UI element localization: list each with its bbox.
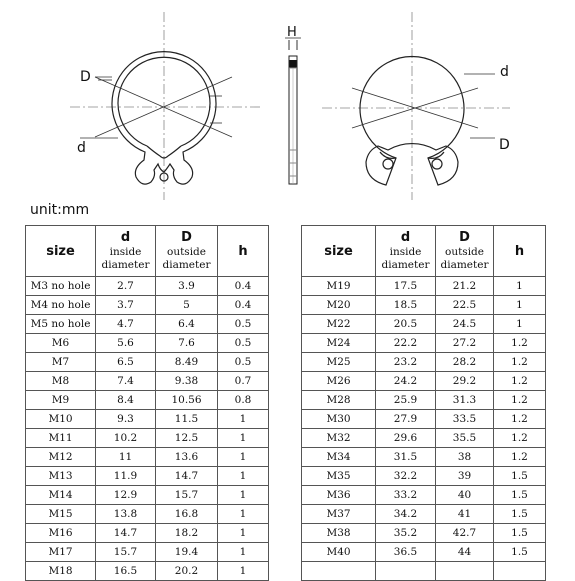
cell-size: M18 (26, 562, 96, 581)
table-row (26, 448, 269, 467)
table-row (26, 296, 269, 315)
table-row (302, 562, 546, 581)
cell-size: M3 no hole (26, 277, 96, 296)
cell-d: 10.2 (96, 429, 156, 448)
cell-D: 29.2 (436, 372, 494, 391)
cell-d: 14.7 (96, 524, 156, 543)
cell-size: M6 (26, 334, 96, 353)
right-label-d: d (500, 64, 509, 80)
cell-h: 1.2 (494, 391, 546, 410)
cell-size: M17 (26, 543, 96, 562)
left-label-D: D (80, 69, 91, 85)
cell-D: 33.5 (436, 410, 494, 429)
header-outside-diameter (436, 226, 494, 277)
cell-D: 18.2 (156, 524, 218, 543)
cell-d: 11 (96, 448, 156, 467)
cell-D: 20.2 (156, 562, 218, 581)
cell-h: 1.2 (494, 429, 546, 448)
cell-h: 0.5 (218, 315, 269, 334)
cell-size: M13 (26, 467, 96, 486)
cell-d: 17.5 (376, 277, 436, 296)
size-table-left (25, 225, 269, 581)
cell-D: 28.2 (436, 353, 494, 372)
cell-size: M8 (26, 372, 96, 391)
table-body-left (26, 277, 269, 581)
table-body-right (302, 277, 546, 581)
cell-d (376, 562, 436, 581)
cell-size: M10 (26, 410, 96, 429)
header-D-symbol: D (459, 230, 470, 245)
cell-D: 27.2 (436, 334, 494, 353)
cell-h: 1 (494, 315, 546, 334)
cell-d: 35.2 (376, 524, 436, 543)
right-label-D: D (499, 137, 510, 153)
cell-size (302, 562, 376, 581)
cell-size: M40 (302, 543, 376, 562)
table-row (26, 486, 269, 505)
cell-d: 33.2 (376, 486, 436, 505)
table-row (26, 391, 269, 410)
cell-D: 41 (436, 505, 494, 524)
cell-d: 32.2 (376, 467, 436, 486)
cell-size: M28 (302, 391, 376, 410)
header-D-sub2: diameter (162, 259, 211, 271)
cell-D: 38 (436, 448, 494, 467)
table-row (302, 467, 546, 486)
table-row (302, 429, 546, 448)
cell-size: M32 (302, 429, 376, 448)
cell-D: 16.8 (156, 505, 218, 524)
cell-d: 20.5 (376, 315, 436, 334)
cell-h: 1.2 (494, 448, 546, 467)
cell-h: 1.5 (494, 505, 546, 524)
table-row (26, 372, 269, 391)
cell-d: 34.2 (376, 505, 436, 524)
table-row (302, 410, 546, 429)
header-h: h (218, 226, 269, 277)
cell-h: 1 (218, 410, 269, 429)
cell-D (436, 562, 494, 581)
table-row (302, 391, 546, 410)
cell-h: 0.4 (218, 277, 269, 296)
header-outside-diameter (156, 226, 218, 277)
cell-h: 1 (494, 277, 546, 296)
header-D-sub2: diameter (440, 259, 489, 271)
table-row (302, 505, 546, 524)
cell-d: 27.9 (376, 410, 436, 429)
header-d-sub2: diameter (101, 259, 150, 271)
cell-h: 1 (218, 429, 269, 448)
cell-D: 8.49 (156, 353, 218, 372)
cell-h: 1.5 (494, 486, 546, 505)
cell-h: 1 (218, 467, 269, 486)
table-row (302, 315, 546, 334)
cell-h: 1.2 (494, 410, 546, 429)
header-D-symbol: D (181, 230, 192, 245)
cell-size: M11 (26, 429, 96, 448)
cell-d: 23.2 (376, 353, 436, 372)
cell-size: M5 no hole (26, 315, 96, 334)
cell-size: M24 (302, 334, 376, 353)
cell-d: 22.2 (376, 334, 436, 353)
cell-size: M12 (26, 448, 96, 467)
cell-D: 9.38 (156, 372, 218, 391)
unit-label: unit:mm (30, 202, 90, 218)
cell-d: 4.7 (96, 315, 156, 334)
cell-size: M9 (26, 391, 96, 410)
cell-d: 12.9 (96, 486, 156, 505)
table-row (302, 277, 546, 296)
table-row (26, 562, 269, 581)
table-row (26, 277, 269, 296)
cell-size: M38 (302, 524, 376, 543)
cell-size: M16 (26, 524, 96, 543)
cell-h: 0.5 (218, 353, 269, 372)
header-inside-diameter (96, 226, 156, 277)
cell-D: 6.4 (156, 315, 218, 334)
cell-d: 11.9 (96, 467, 156, 486)
table-row (302, 296, 546, 315)
cell-h: 1 (218, 486, 269, 505)
header-size: size (302, 226, 376, 277)
cell-h: 0.8 (218, 391, 269, 410)
cell-D: 19.4 (156, 543, 218, 562)
cell-D: 24.5 (436, 315, 494, 334)
cell-D: 5 (156, 296, 218, 315)
cell-h: 1.2 (494, 372, 546, 391)
cell-size: M26 (302, 372, 376, 391)
table-row (302, 353, 546, 372)
cell-size: M22 (302, 315, 376, 334)
cell-D: 3.9 (156, 277, 218, 296)
cell-d: 9.3 (96, 410, 156, 429)
cell-D: 40 (436, 486, 494, 505)
cell-d: 7.4 (96, 372, 156, 391)
cell-size: M36 (302, 486, 376, 505)
left-ring-drawing (70, 12, 262, 200)
cell-h: 1 (218, 448, 269, 467)
table-row (302, 334, 546, 353)
table-header-row (26, 226, 269, 277)
table-row (302, 372, 546, 391)
cell-size: M20 (302, 296, 376, 315)
table-row (26, 353, 269, 372)
table-row (26, 524, 269, 543)
technical-drawings (0, 0, 575, 200)
header-d-symbol: d (120, 230, 131, 245)
cell-d: 13.8 (96, 505, 156, 524)
side-view-drawing (285, 38, 301, 184)
cell-size: M7 (26, 353, 96, 372)
table-row (26, 543, 269, 562)
table-row (302, 543, 546, 562)
cell-size: M37 (302, 505, 376, 524)
cell-h: 1 (218, 543, 269, 562)
cell-size: M14 (26, 486, 96, 505)
side-label-H: H (287, 25, 297, 40)
cell-size: M15 (26, 505, 96, 524)
cell-h: 0.7 (218, 372, 269, 391)
table-row (26, 429, 269, 448)
cell-D: 10.56 (156, 391, 218, 410)
table-row (302, 486, 546, 505)
cell-d: 24.2 (376, 372, 436, 391)
cell-D: 7.6 (156, 334, 218, 353)
table-row (26, 315, 269, 334)
cell-D: 42.7 (436, 524, 494, 543)
cell-h: 1.2 (494, 334, 546, 353)
table-header-row (302, 226, 546, 277)
cell-d: 25.9 (376, 391, 436, 410)
cell-h: 1.5 (494, 543, 546, 562)
cell-d: 31.5 (376, 448, 436, 467)
cell-d: 15.7 (96, 543, 156, 562)
cell-h: 0.5 (218, 334, 269, 353)
cell-h: 1 (494, 296, 546, 315)
cell-D: 21.2 (436, 277, 494, 296)
cell-d: 8.4 (96, 391, 156, 410)
header-d-symbol: d (400, 230, 411, 245)
header-d-sub1: inside (389, 246, 422, 258)
table-row (26, 334, 269, 353)
cell-d: 3.7 (96, 296, 156, 315)
cell-d: 16.5 (96, 562, 156, 581)
cell-d: 2.7 (96, 277, 156, 296)
header-d-sub1: inside (109, 246, 142, 258)
header-size: size (26, 226, 96, 277)
cell-h: 1.5 (494, 524, 546, 543)
cell-D: 13.6 (156, 448, 218, 467)
size-table-right (301, 225, 546, 581)
table-row (26, 410, 269, 429)
cell-h: 1 (218, 524, 269, 543)
cell-D: 15.7 (156, 486, 218, 505)
cell-D: 11.5 (156, 410, 218, 429)
cell-D: 31.3 (436, 391, 494, 410)
table-row (26, 505, 269, 524)
cell-D: 14.7 (156, 467, 218, 486)
cell-size: M35 (302, 467, 376, 486)
cell-size: M30 (302, 410, 376, 429)
cell-d: 5.6 (96, 334, 156, 353)
table-row (302, 448, 546, 467)
cell-D: 22.5 (436, 296, 494, 315)
cell-D: 35.5 (436, 429, 494, 448)
cell-h: 1.2 (494, 353, 546, 372)
right-ring-drawing (322, 12, 510, 200)
cell-size: M25 (302, 353, 376, 372)
cell-h: 1.5 (494, 467, 546, 486)
cell-h (494, 562, 546, 581)
header-d-sub2: diameter (381, 259, 430, 271)
header-D-sub1: outside (167, 246, 206, 258)
cell-size: M34 (302, 448, 376, 467)
cell-D: 39 (436, 467, 494, 486)
cell-d: 36.5 (376, 543, 436, 562)
header-h: h (494, 226, 546, 277)
header-inside-diameter (376, 226, 436, 277)
cell-h: 1 (218, 562, 269, 581)
table-row (26, 467, 269, 486)
left-label-d: d (77, 140, 86, 156)
header-D-sub1: outside (445, 246, 484, 258)
cell-d: 6.5 (96, 353, 156, 372)
cell-h: 1 (218, 505, 269, 524)
cell-d: 29.6 (376, 429, 436, 448)
cell-size: M4 no hole (26, 296, 96, 315)
table-row (302, 524, 546, 543)
cell-d: 18.5 (376, 296, 436, 315)
cell-D: 44 (436, 543, 494, 562)
cell-h: 0.4 (218, 296, 269, 315)
cell-D: 12.5 (156, 429, 218, 448)
cell-size: M19 (302, 277, 376, 296)
